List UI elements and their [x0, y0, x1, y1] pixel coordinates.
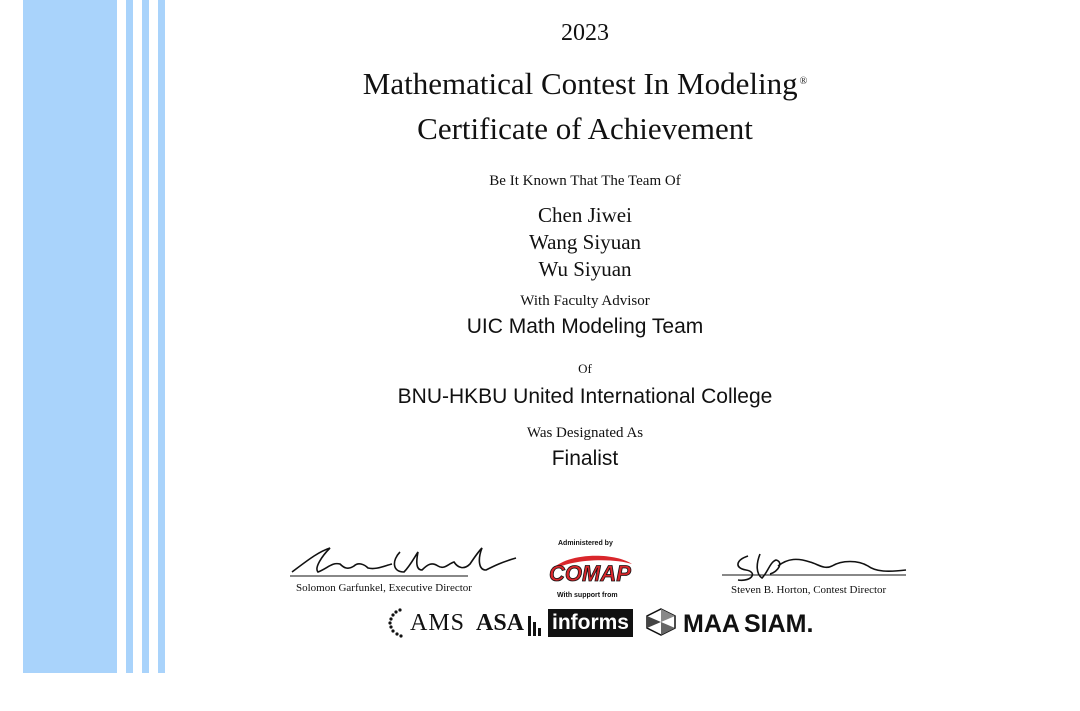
contest-director-caption: Steven B. Horton, Contest Director — [731, 584, 887, 596]
asa-bars-icon — [528, 612, 542, 636]
registered-mark: ® — [799, 76, 808, 87]
comap-logo — [544, 548, 636, 590]
ams-emblem-icon — [386, 606, 408, 638]
contest-name-text: Mathematical Contest In Modeling — [362, 66, 798, 101]
award-designation: Finalist — [551, 447, 619, 470]
certificate-year: 2023 — [561, 20, 609, 46]
decorative-stripe — [126, 0, 133, 673]
decorative-stripe — [142, 0, 149, 673]
contest-name — [363, 66, 807, 102]
administered-by-label: Administered by — [558, 540, 613, 547]
contest-director-signature — [718, 548, 910, 586]
team-member: Chen Jiwei — [538, 203, 632, 227]
executive-director-caption: Solomon Garfunkel, Executive Director — [296, 582, 472, 594]
advisor-name: UIC Math Modeling Team — [466, 315, 704, 338]
support-label: With support from — [557, 592, 618, 599]
team-member: Wang Siyuan — [528, 230, 642, 254]
designation-label: Was Designated As — [526, 425, 644, 441]
comap-wordmark: COMAP — [549, 561, 631, 586]
certificate-title: Certificate of Achievement — [417, 111, 753, 146]
decorative-stripe — [158, 0, 165, 673]
of-label: Of — [578, 361, 592, 376]
asa-logo: ASA — [476, 610, 525, 636]
decorative-stripe-wide — [23, 0, 117, 673]
executive-director-signature — [288, 542, 520, 582]
team-member: Wu Siyuan — [538, 257, 632, 281]
informs-logo: informs — [548, 609, 633, 637]
maa-emblem-icon — [644, 607, 678, 637]
advisor-label: With Faculty Advisor — [520, 293, 650, 309]
maa-logo: MAA — [683, 610, 740, 638]
siam-logo: SIAM. — [744, 610, 814, 638]
intro-text: Be It Known That The Team Of — [489, 173, 681, 189]
ams-logo: AMS — [410, 610, 466, 636]
institution-name: BNU-HKBU United International College — [397, 385, 773, 408]
